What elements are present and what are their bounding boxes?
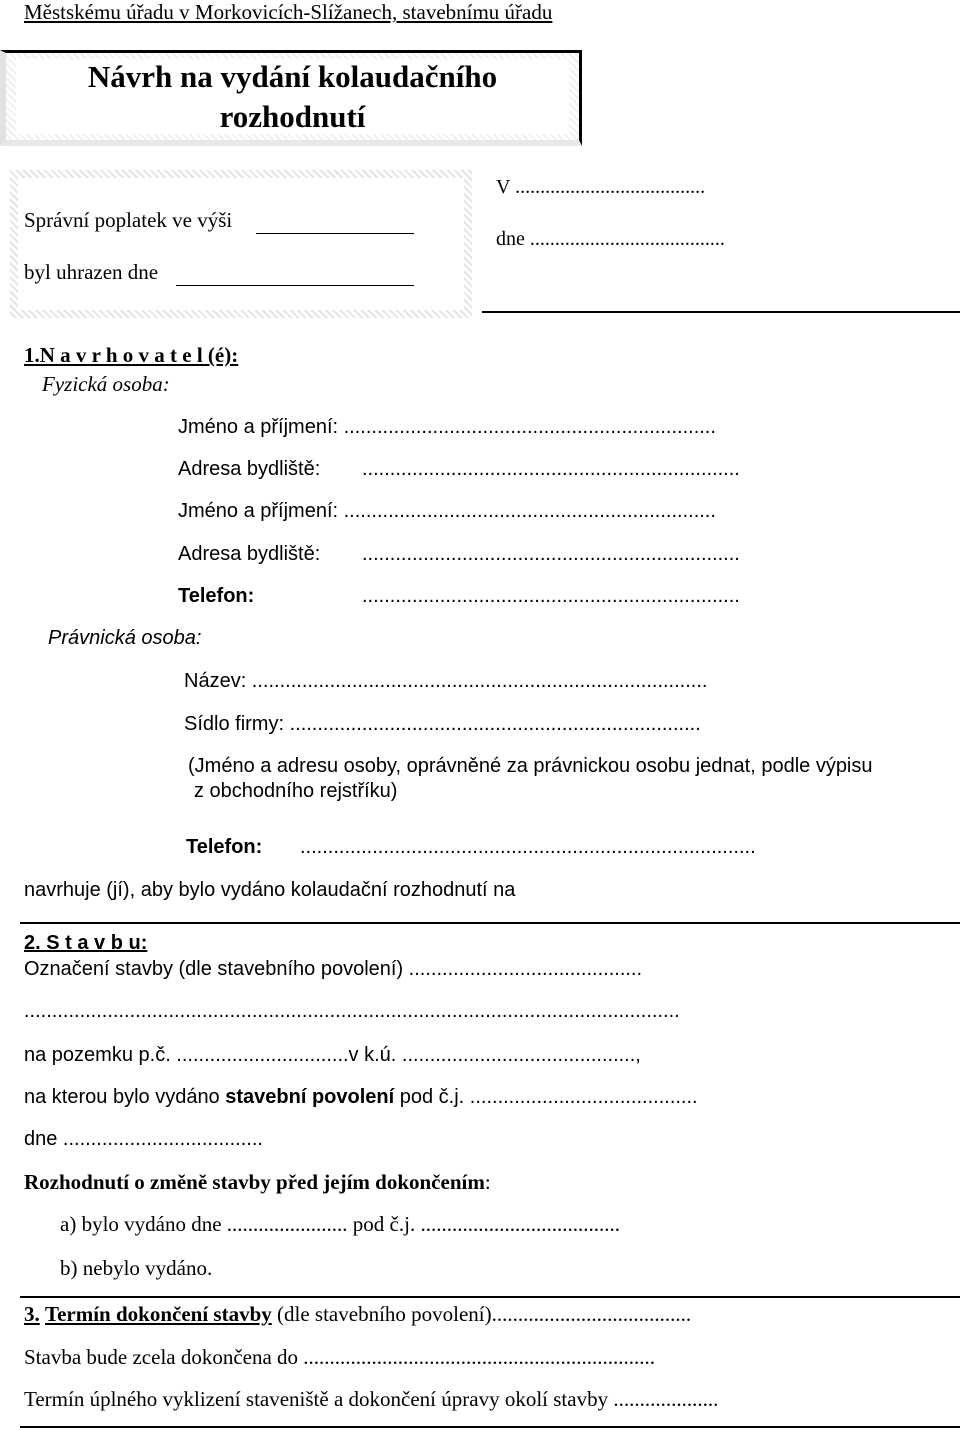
change-colon: : bbox=[484, 1170, 491, 1194]
place-field: V ...................................... bbox=[496, 176, 706, 198]
fee-label: Správní poplatek ve výši bbox=[24, 208, 233, 232]
option-b: b) nebylo vydáno. bbox=[60, 1256, 213, 1280]
option-a: a) bylo vydáno dne ....................... pod č.j. ...................................... bbox=[60, 1212, 620, 1236]
legal-person-label: Právnická osoba: bbox=[48, 627, 202, 649]
company-seat-field: Sídlo firmy: .......................................................................... bbox=[184, 713, 701, 735]
permit-prefix: na kterou bylo vydáno bbox=[24, 1086, 226, 1108]
divider-3 bbox=[20, 1426, 960, 1428]
paid-label: byl uhrazen dne bbox=[24, 260, 159, 284]
permit-line bbox=[24, 1086, 698, 1109]
section3-heading: Termín dokončení stavby bbox=[45, 1302, 272, 1326]
section3-heading-line bbox=[24, 1302, 691, 1327]
change-heading-line bbox=[24, 1170, 491, 1195]
name1-field: Jméno a příjmení: ................................................................... bbox=[178, 416, 716, 438]
address2-dots: .................................................................... bbox=[362, 543, 740, 565]
signature-line bbox=[482, 311, 960, 313]
permit-date-field: dne .................................... bbox=[24, 1128, 263, 1150]
divider-2 bbox=[20, 1296, 960, 1298]
address2-label: Adresa bydliště: bbox=[178, 543, 321, 565]
page-title: Návrh na vydání kolaudačního rozhodnutí bbox=[16, 59, 569, 134]
note-line2: z obchodního rejstříku) bbox=[194, 780, 398, 802]
phone-dots: .................................................................... bbox=[362, 585, 740, 607]
natural-person-label: Fyzická osoba: bbox=[42, 372, 170, 396]
change-heading: Rozhodnutí o změně stavby před jejím dokončením bbox=[24, 1170, 485, 1194]
address1-dots: .................................................................... bbox=[362, 458, 740, 480]
section2-heading: 2. S t a v b u: bbox=[24, 932, 148, 954]
section3-number: 3. bbox=[24, 1302, 40, 1326]
cleanup-field: Termín úplného vyklizení staveniště a dokončení úpravy okolí stavby .................... bbox=[24, 1387, 719, 1411]
phone-label: Telefon: bbox=[178, 585, 255, 607]
permit-bold: stavební povolení bbox=[225, 1086, 395, 1108]
title-box bbox=[0, 50, 582, 146]
divider-1 bbox=[20, 922, 960, 924]
designation-field: Označení stavby (dle stavebního povolení) .......................................... bbox=[24, 958, 643, 980]
note-line1: (Jméno a adresu osoby, oprávněné za právnickou osobu jednat, podle výpisu bbox=[188, 755, 873, 777]
paid-fill-line bbox=[176, 285, 414, 286]
address1-label: Adresa bydliště: bbox=[178, 458, 321, 480]
completion-field: Stavba bude zcela dokončena do ................................................................... bbox=[24, 1345, 656, 1369]
addressee: Městskému úřadu v Morkovicích-Slížanech, stavebnímu úřadu bbox=[24, 0, 553, 24]
name2-field: Jméno a příjmení: ................................................................... bbox=[178, 500, 716, 522]
fee-box bbox=[10, 170, 472, 318]
legal-phone-dots: .................................................................................. bbox=[300, 836, 756, 858]
fee-fill-line bbox=[256, 233, 414, 234]
permit-suffix: pod č.j. ......................................... bbox=[394, 1086, 698, 1108]
section1-heading: 1.N a v r h o v a t e l (é): bbox=[24, 343, 239, 367]
section3-heading-suffix: (dle stavebního povolení)...................................... bbox=[271, 1302, 692, 1326]
proposal-text: navrhuje (jí), aby bylo vydáno kolaudační rozhodnutí na bbox=[24, 879, 516, 901]
designation-cont: ...................................................................................................................... bbox=[24, 1000, 680, 1022]
plot-field: na pozemku p.č. ...............................v k.ú. .........................................., bbox=[24, 1044, 641, 1066]
legal-phone-label: Telefon: bbox=[186, 836, 263, 858]
company-name-field: Název: .................................................................................. bbox=[184, 670, 708, 692]
date-field: dne ....................................... bbox=[496, 228, 725, 250]
